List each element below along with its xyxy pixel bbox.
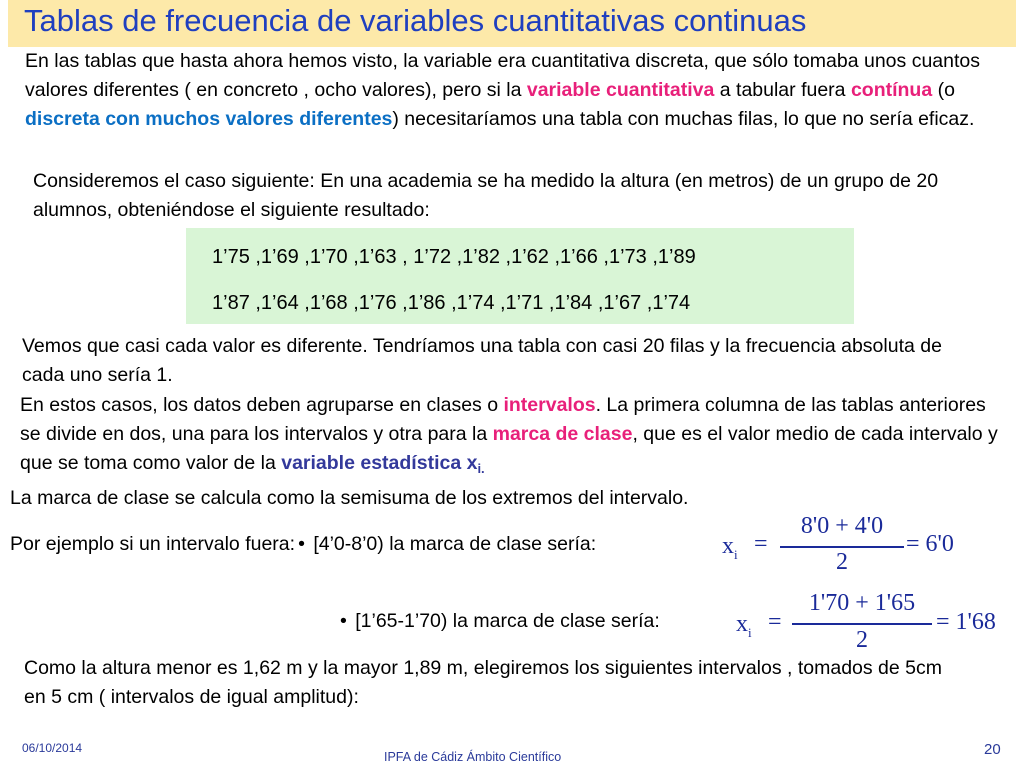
intervals-text-2: . La primera columna de las tablas anteriores se divide en dos, una para los intervalos y otra para la — [20, 394, 986, 445]
paragraph-case: Consideremos el caso siguiente: En una academia se ha medido la altura (en metros) de un grupo de 20 alumnos, obteniéndose el siguiente resultado: — [33, 170, 939, 221]
highlight-intervalos: intervalos — [503, 394, 596, 416]
formula-1-lhs — [722, 533, 738, 563]
formula-1-denominator: 2 — [836, 549, 848, 575]
footer-date: 06/10/2014 — [22, 741, 83, 755]
intro-text-1: En las tablas que hasta ahora hemos visto, la variable era cuantitativa discreta, que sólo tomaba unos cuantos valores diferentes ( en concreto , ocho valores), pero si la — [25, 50, 980, 101]
example-1-interval: [4’0-8’0) la marca de clase sería: — [307, 533, 597, 555]
title-bar — [8, 0, 1016, 47]
formula-2-lhs — [736, 611, 752, 641]
intervals-text-3: , que es el valor medio de cada intervalo y que se toma como valor de la — [20, 423, 998, 474]
example-1-text — [10, 530, 596, 559]
formula-1-equals: = — [754, 531, 768, 557]
highlight-variable-cuantitativa: variable cuantitativa — [526, 79, 715, 101]
example-1-lead: Por ejemplo si un intervalo fuera: — [10, 533, 296, 555]
highlight-continua: contínua — [850, 79, 933, 101]
formula-2-result: = 1'68 — [936, 609, 996, 635]
footer-institution: IPFA de Cádiz Ámbito Científico — [384, 750, 562, 764]
paragraph-intro — [25, 47, 1005, 134]
formula-2-equals: = — [768, 609, 782, 635]
highlight-marca-de-clase: marca de clase — [492, 423, 633, 445]
formula-1-x: x — [722, 533, 734, 559]
intro-text-3: (o — [932, 79, 955, 101]
highlight-variable-estadistica — [281, 452, 484, 474]
formula-2-fraction-bar — [792, 623, 932, 625]
formula-2 — [732, 592, 1022, 658]
formula-2-sub: i — [748, 624, 752, 640]
paragraph-intervals-choice: Como la altura menor es 1,62 m y la mayor 1,89 m, elegiremos los siguientes intervalos , tomados de 5cm en 5 cm ( intervalos de igual amplitud): — [24, 657, 942, 708]
bullet-icon: • — [298, 533, 305, 555]
formula-1 — [718, 513, 988, 582]
data-row-1: 1’75 ,1’69 ,1’70 ,1’63 , 1’72 ,1’82 ,1’62 ,1’66 ,1’73 ,1’89 — [212, 246, 696, 268]
example-2-interval: [1’65-1’70) la marca de clase sería: — [349, 610, 660, 632]
formula-2-numerator: 1'70 + 1'65 — [808, 590, 916, 616]
data-row-2: 1’87 ,1’64 ,1’68 ,1’76 ,1’86 ,1’74 ,1’71 ,1’84 ,1’67 ,1’74 — [212, 292, 691, 314]
variable-estadistica-sub: i. — [477, 461, 485, 476]
formula-1-sub: i — [734, 546, 738, 562]
formula-1-result: = 6'0 — [906, 531, 954, 557]
example-2-text — [340, 607, 660, 636]
paragraph-semisuma: La marca de clase se calcula como la semisuma de los extremos del intervalo. — [10, 487, 689, 509]
slide-title: Tablas de frecuencia de variables cuantitativas continuas — [24, 3, 807, 38]
formula-2-denominator: 2 — [856, 627, 868, 653]
intro-text-2: a tabular fuera — [714, 79, 851, 101]
formula-1-numerator: 8'0 + 4'0 — [800, 513, 884, 539]
paragraph-intervals — [20, 391, 1010, 483]
intro-text-4: ) necesitaríamos una tabla con muchas filas, lo que no sería eficaz. — [392, 108, 975, 130]
paragraph-observation: Vemos que casi cada valor es diferente. Tendríamos una tabla con casi 20 filas y la frecuencia absoluta de cada uno sería 1. — [22, 335, 942, 386]
page-number: 20 — [984, 741, 1001, 758]
bullet-icon: • — [340, 610, 347, 632]
highlight-discreta: discreta con muchos valores diferentes — [25, 108, 393, 130]
variable-estadistica-text: variable estadística x — [281, 452, 478, 474]
formula-2-x: x — [736, 611, 748, 637]
data-box — [186, 228, 854, 324]
formula-1-fraction-bar — [780, 546, 904, 548]
intervals-text-1: En estos casos, los datos deben agruparse en clases o — [20, 394, 504, 416]
